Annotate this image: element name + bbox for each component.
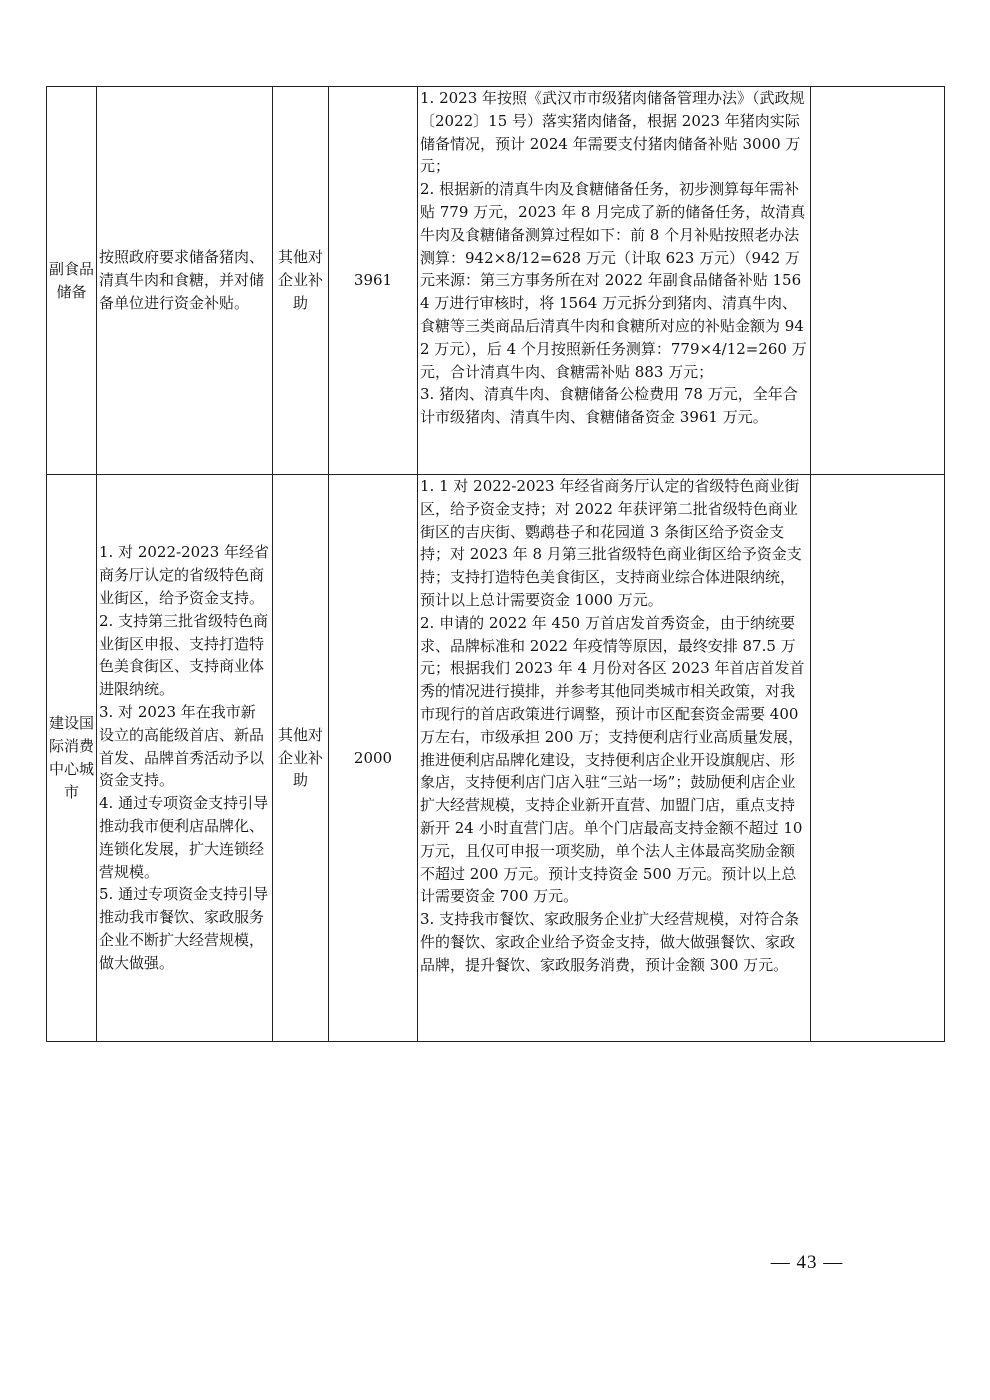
basis-paragraph: 1. 1 对 2022-2023 年经省商务厅认定的省级特色商业街区，给予资金支持；对 2022 年获评第二批省级特色商业街区的吉庆街、鹦鹉巷子和花园道 3 条街区给予资金支持；对 2023 年 8 月第三批省级特色商业街区给予资金支持；支持打造特色美食街区，支持商业综合体进限纳统，预计以上总计需要资金 1000 万元。 bbox=[420, 477, 802, 609]
basis-paragraph: 3. 支持我市餐饮、家政服务企业扩大经营规模，对符合条件的餐饮、家政企业给予资金支持，做大做强餐饮、家政品牌，提升餐饮、家政服务消费，预计金额 300 万元。 bbox=[420, 910, 800, 974]
content-cell: 按照政府要求储备猪肉、清真牛肉和食糖，并对储备单位进行资金补贴。 bbox=[97, 87, 273, 475]
table-row bbox=[47, 475, 945, 1042]
category-cell: 副食品储备 bbox=[47, 87, 97, 475]
content-item: 3. 对 2023 年在我市新设立的高能级首店、新品首发、品牌首秀活动予以资金支持。 bbox=[99, 703, 265, 790]
subsidy-type-cell: 其他对企业补助 bbox=[273, 475, 329, 1042]
content-item: 5. 通过专项资金支持引导推动我市餐饮、家政服务企业不断扩大经营规模，做大做强。 bbox=[99, 885, 269, 972]
table-row bbox=[47, 87, 945, 475]
page-number: — 43 — bbox=[770, 1252, 844, 1273]
content-cell bbox=[97, 475, 273, 1042]
content-item: 2. 支持第三批省级特色商业街区申报、支持打造特色美食街区、支持商业体进限纳统。 bbox=[99, 611, 269, 699]
basis-paragraph: 1. 2023 年按照《武汉市市级猪肉储备管理办法》（武政规〔2022〕15 号）落实猪肉储备，根据 2023 年猪肉实际储备情况，预计 2024 年需要支付猪肉储备补贴 3000 万元； bbox=[420, 89, 805, 176]
calculation-basis-cell bbox=[418, 475, 811, 1042]
content-item: 4. 通过专项资金支持引导推动我市便利店品牌化、连锁化发展，扩大连锁经营规模。 bbox=[99, 794, 269, 881]
content-item: 1. 对 2022-2023 年经省商务厅认定的省级特色商业街区，给予资金支持。 bbox=[99, 543, 270, 608]
category-cell: 建设国际消费中心城市 bbox=[47, 475, 97, 1042]
basis-paragraph: 2. 根据新的清真牛肉及食糖储备任务，初步测算每年需补贴 779 万元，2023 年 8 月完成了新的储备任务，故清真牛肉及食糖储备测算过程如下：前 8 个月补贴按照老办法测算：942×8/12=628 万元（计取 623 万元）（942 万元来源：第三方事务所在对 2022 年副食品储备补贴 1564 万进行审核时，将 1564 万元拆分到猪肉、清真牛肉、食糖等三类商品后清真牛肉和食糖所对应的补贴金额为 942 万元），后 4 个月按照新任务测算：779×4/12=260 万元，合计清真牛肉、食糖需补贴 883 万元； bbox=[420, 180, 807, 381]
budget-table bbox=[46, 86, 945, 1042]
remark-cell bbox=[811, 475, 945, 1042]
calculation-basis-cell bbox=[418, 87, 811, 475]
amount-cell: 2000 bbox=[329, 475, 418, 1042]
basis-paragraph: 2. 申请的 2022 年 450 万首店发首秀资金，由于纳统要求、品牌标准和 2022 年疫情等原因，最终安排 87.5 万元；根据我们 2023 年 4 月份对各区 2023 年首店首发首秀的情况进行摸排，并参考其他同类城市相关政策，对我市现行的首店政策进行调整，预计市区配套资金需要 400 万左右，市级承担 200 万；支持便利店行业高质量发展，推进便利店品牌化建设，支持便利店企业开设旗舰店、形象店，支持便利店门店入驻“三站一场”；鼓励便利店企业扩大经营规模，支持企业新开直营、加盟门店，重点支持新开 24 小时直营门店。单个门店最高支持金额不超过 10 万元，且仅可申报一项奖励，单个法人主体最高奖励金额不超过 200 万元。预计支持资金 500 万元。预计以上总计需要资金 700 万元。 bbox=[420, 613, 805, 906]
basis-paragraph: 3. 猪肉、清真牛肉、食糖储备公检费用 78 万元，全年合计市级猪肉、清真牛肉、食糖储备资金 3961 万元。 bbox=[420, 385, 798, 427]
amount-cell: 3961 bbox=[329, 87, 418, 475]
remark-cell bbox=[811, 87, 945, 475]
subsidy-type-cell: 其他对企业补助 bbox=[273, 87, 329, 475]
